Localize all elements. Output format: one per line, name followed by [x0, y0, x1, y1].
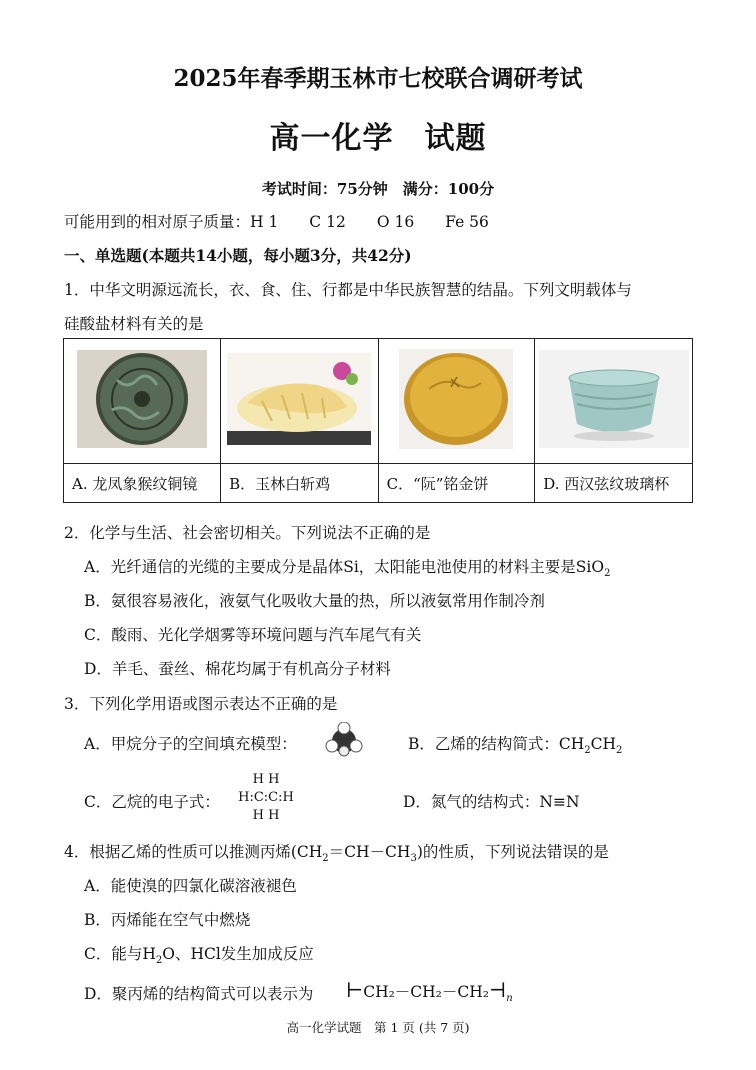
subscript: 3	[410, 853, 417, 865]
q3-option-d: D．氮气的结构式：N≡N	[403, 793, 580, 811]
q4-stem-text-1: 4．根据乙烯的性质可以推测丙烯(CH	[64, 843, 323, 861]
atomic-masses: 可能用到的相对原子质量：H 1 C 12 O 16 Fe 56	[64, 213, 489, 231]
q3-b-text-2: CH	[590, 735, 617, 753]
q4-option-c	[84, 942, 314, 966]
q4-option-a: A．能使溴的四氯化碳溶液褪色	[84, 877, 297, 895]
option-b-image-cell	[221, 339, 379, 464]
q4-option-d: D．聚丙烯的结构简式可以表示为	[84, 985, 314, 1003]
chicken-dish-icon	[227, 353, 371, 445]
polypropylene-formula: $⊢CH_2-CH_2-CH_2⊣_n$	[346, 978, 513, 1005]
time-score: 考试时间：75分钟 满分：100分	[261, 180, 495, 198]
subject-title: 高一化学 试题	[269, 121, 487, 156]
option-b-label: B．玉林白斩鸡	[221, 464, 379, 503]
exam-title: 2025年春季期玉林市七校联合调研考试	[173, 65, 583, 92]
q2-option-c: C．酸雨、光化学烟雾等环境问题与汽车尾气有关	[84, 626, 422, 644]
electron-formula-middle: H:C:C:H	[238, 790, 294, 805]
q1-stem-line2: 硅酸盐材料有关的是	[64, 315, 204, 333]
q4-stem	[64, 840, 609, 864]
q3-option-c: C．乙烷的电子式：	[84, 793, 220, 811]
q3-b-text-1: B．乙烯的结构简式：CH	[408, 735, 585, 753]
q2-stem: 2．化学与生活、社会密切相关。下列说法不正确的是	[64, 524, 431, 542]
q4-option-b: B．丙烯能在空气中燃烧	[84, 911, 251, 929]
option-d-image-cell	[535, 339, 693, 464]
methane-model-icon	[325, 722, 363, 758]
q2-option-b: B．氨很容易液化，液氨气化吸收大量的热，所以液氨常用作制冷剂	[84, 592, 545, 610]
subscript: 2	[322, 853, 329, 865]
polymer-n: n	[506, 993, 513, 1005]
option-c-label: C．“阮”铭金饼	[378, 464, 535, 503]
gold-cake-icon	[399, 349, 513, 449]
ethane-electron-formula	[236, 773, 296, 822]
glass-cup-icon	[539, 350, 689, 448]
polymer-repeat-unit: CH₂－CH₂－CH₂	[363, 983, 489, 1001]
q2-option-a-text: A．光纤通信的光缆的主要成分是晶体Si，太阳能电池使用的材料主要是SiO	[84, 558, 605, 576]
option-c-image-cell	[378, 339, 535, 464]
page-footer: 高一化学试题 第 1 页 (共 7 页)	[286, 1020, 470, 1035]
q4-c-text-1: C．能与H	[84, 945, 156, 963]
option-a-label: A. 龙凤象猴纹铜镜	[64, 464, 221, 503]
q4-stem-text-2: ＝CH－CH	[328, 843, 411, 861]
q3-option-a: A．甲烷分子的空间填充模型：	[84, 735, 297, 753]
section-heading: 一、单选题(本题共14小题，每小题3分，共42分)	[64, 246, 412, 265]
q2-option-a	[84, 555, 610, 579]
subscript: 2	[584, 745, 591, 757]
q1-stem-line1: 1．中华文明源远流长，衣、食、住、行都是中华民族智慧的结晶。下列文明载体与	[64, 281, 632, 299]
subscript: 2	[155, 955, 163, 967]
bronze-mirror-icon	[77, 350, 207, 448]
electron-formula-top: H H	[252, 772, 280, 787]
subscript: 2	[604, 568, 611, 580]
electron-formula-bottom: H H	[252, 808, 280, 823]
option-d-label: D. 西汉弦纹玻璃杯	[535, 464, 693, 503]
q1-options-table	[63, 338, 693, 503]
q3-option-b	[408, 732, 622, 756]
subscript: 2	[616, 745, 623, 757]
q3-stem: 3．下列化学用语或图示表达不正确的是	[64, 695, 338, 713]
q4-stem-text-3: )的性质，下列说法错误的是	[416, 843, 609, 861]
q4-c-text-2: O、HCl发生加成反应	[162, 945, 314, 963]
option-a-image-cell	[64, 339, 221, 464]
q2-option-d: D．羊毛、蚕丝、棉花均属于有机高分子材料	[84, 660, 391, 678]
